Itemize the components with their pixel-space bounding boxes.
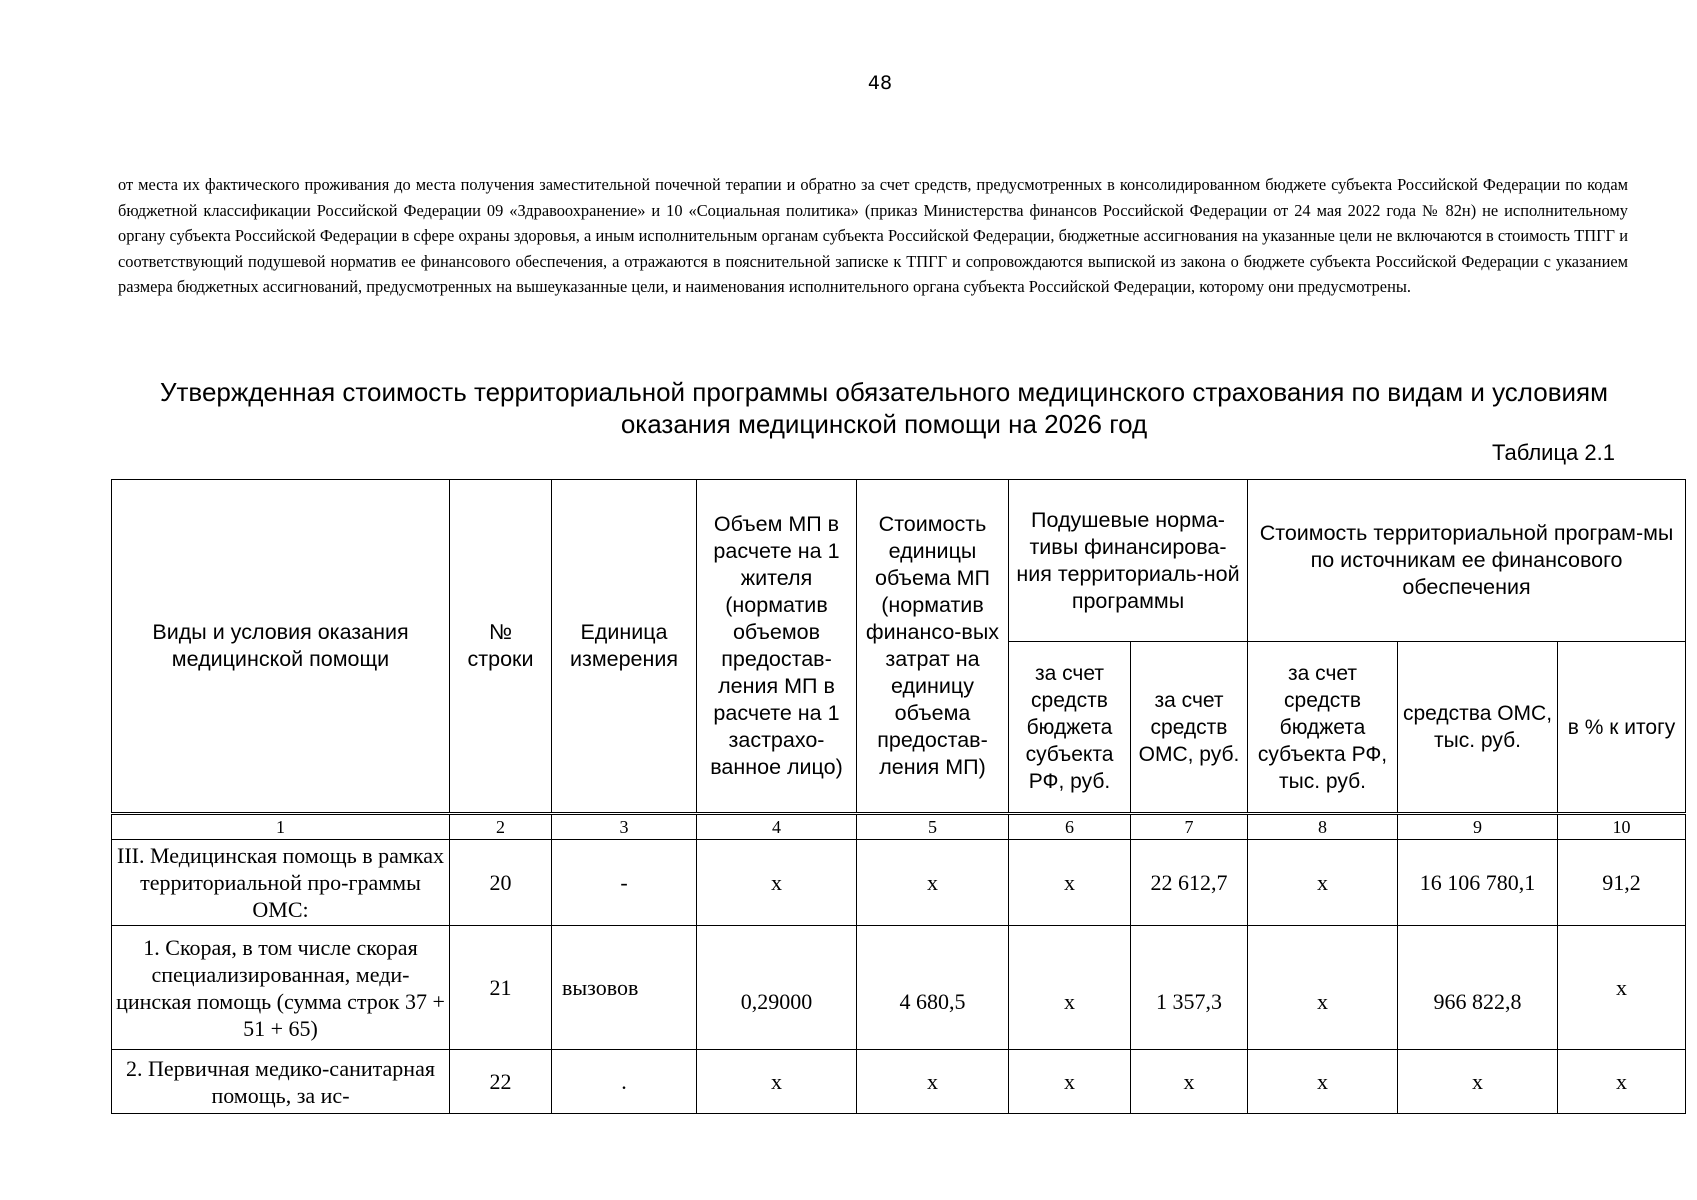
row-cost-oms: 966 822,8	[1398, 926, 1558, 1050]
row-line-number: 22	[450, 1050, 552, 1114]
header-volume: Объем МП в расчете на 1 жителя (норматив объемов предостав-ления МП в расчете на 1 застрахо-ванное лицо)	[697, 480, 857, 814]
column-number: 1	[112, 814, 450, 840]
row-line-number: 20	[450, 840, 552, 926]
row-name: 1. Скорая, в том числе скорая специализированная, меди-цинская помощь (сумма строк 37 + 51 + 65)	[112, 926, 450, 1050]
row-volume: х	[697, 1050, 857, 1114]
row-cost-oms: 16 106 780,1	[1398, 840, 1558, 926]
row-name: 2. Первичная медико-санитарная помощь, за ис-	[112, 1050, 450, 1114]
table-row	[112, 840, 1686, 926]
row-percent: 91,2	[1558, 840, 1686, 926]
table-label: Таблица 2.1	[1492, 440, 1615, 465]
row-unit-cost: х	[857, 840, 1009, 926]
column-number: 7	[1131, 814, 1248, 840]
header-per-capita-group: Подушевые норма-тивы финансирова-ния территориаль-ной программы	[1009, 480, 1248, 642]
row-unit-cost: 4 680,5	[857, 926, 1009, 1050]
intro-paragraph: от места их фактического проживания до места получения заместительной почечной терапии и обратно за счет средств, предусмотренных в консолидированном бюджете субъекта Российской Федерации по кодам бюджетной классификации Российской Федерации 09 «Здравоохранение» и 10 «Социальная политика» (приказ Министерства финансов Российской Федерации от 24 мая 2022 года № 82н) не исполнительному органу субъекта Российской Федерации в сфере охраны здоровья, а иным исполнительным органам субъекта Российской Федерации, бюджетные ассигнования на указанные цели не включаются в стоимость ТПГГ и соответствующий подушевой норматив ее финансового обеспечения, а отражаются в пояснительной записке к ТПГГ и сопровождаются выпиской из закона о бюджете субъекта Российской Федерации с указанием размера бюджетных ассигнований, предусмотренных на вышеуказанные цели, и наименования исполнительного органа субъекта Российской Федерации, которому они предусмотрены.	[118, 175, 1628, 297]
row-per-capita-oms: 22 612,7	[1131, 840, 1248, 926]
column-number: 2	[450, 814, 552, 840]
row-unit: .	[552, 1050, 697, 1114]
row-percent: х	[1558, 1050, 1686, 1114]
column-number: 5	[857, 814, 1009, 840]
header-unit-cost: Стоимость единицы объема МП (норматив финансо-вых затрат на единицу объема предостав-ления МП)	[857, 480, 1009, 814]
page-number: 48	[867, 72, 893, 94]
row-cost-budget: х	[1248, 1050, 1398, 1114]
row-per-capita-budget: х	[1009, 840, 1131, 926]
row-unit: -	[552, 840, 697, 926]
row-volume: х	[697, 840, 857, 926]
header-unit: Единица измерения	[552, 480, 697, 814]
table-row	[112, 926, 1686, 1050]
row-name: III. Медицинская помощь в рамках территориальной про-граммы ОМС:	[112, 840, 450, 926]
header-line-number: № строки	[450, 480, 552, 814]
header-per-capita-budget: за счет средств бюджета субъекта РФ, руб.	[1009, 642, 1131, 814]
row-per-capita-oms: х	[1131, 1050, 1248, 1114]
column-number: 3	[552, 814, 697, 840]
header-per-capita-oms: за счет средств ОМС, руб.	[1131, 642, 1248, 814]
column-number: 10	[1558, 814, 1686, 840]
column-number: 4	[697, 814, 857, 840]
column-number: 8	[1248, 814, 1398, 840]
row-percent: х	[1558, 926, 1686, 1050]
row-per-capita-budget: х	[1009, 1050, 1131, 1114]
header-cost-budget: за счет средств бюджета субъекта РФ, тыс. руб.	[1248, 642, 1398, 814]
column-number: 6	[1009, 814, 1131, 840]
row-unit-cost: х	[857, 1050, 1009, 1114]
column-number-row	[112, 814, 1686, 840]
header-cost-oms: средства ОМС, тыс. руб.	[1398, 642, 1558, 814]
row-cost-budget: х	[1248, 926, 1398, 1050]
cost-table	[111, 479, 1686, 1114]
header-kinds-of-care: Виды и условия оказания медицинской помощи	[112, 480, 450, 814]
table-title: Утвержденная стоимость территориальной программы обязательного медицинского страхования по видам и условиям оказания медицинской помощи на 2026 год	[160, 377, 1608, 439]
row-unit: вызовов	[552, 926, 697, 1050]
table-row	[112, 1050, 1686, 1114]
header-program-cost-group: Стоимость территориальной програм-мы по источникам ее финансового обеспечения	[1248, 480, 1686, 642]
row-per-capita-oms: 1 357,3	[1131, 926, 1248, 1050]
row-cost-oms: х	[1398, 1050, 1558, 1114]
row-per-capita-budget: х	[1009, 926, 1131, 1050]
header-percent: в % к итогу	[1558, 642, 1686, 814]
column-number: 9	[1398, 814, 1558, 840]
row-cost-budget: х	[1248, 840, 1398, 926]
row-line-number: 21	[450, 926, 552, 1050]
row-volume: 0,29000	[697, 926, 857, 1050]
